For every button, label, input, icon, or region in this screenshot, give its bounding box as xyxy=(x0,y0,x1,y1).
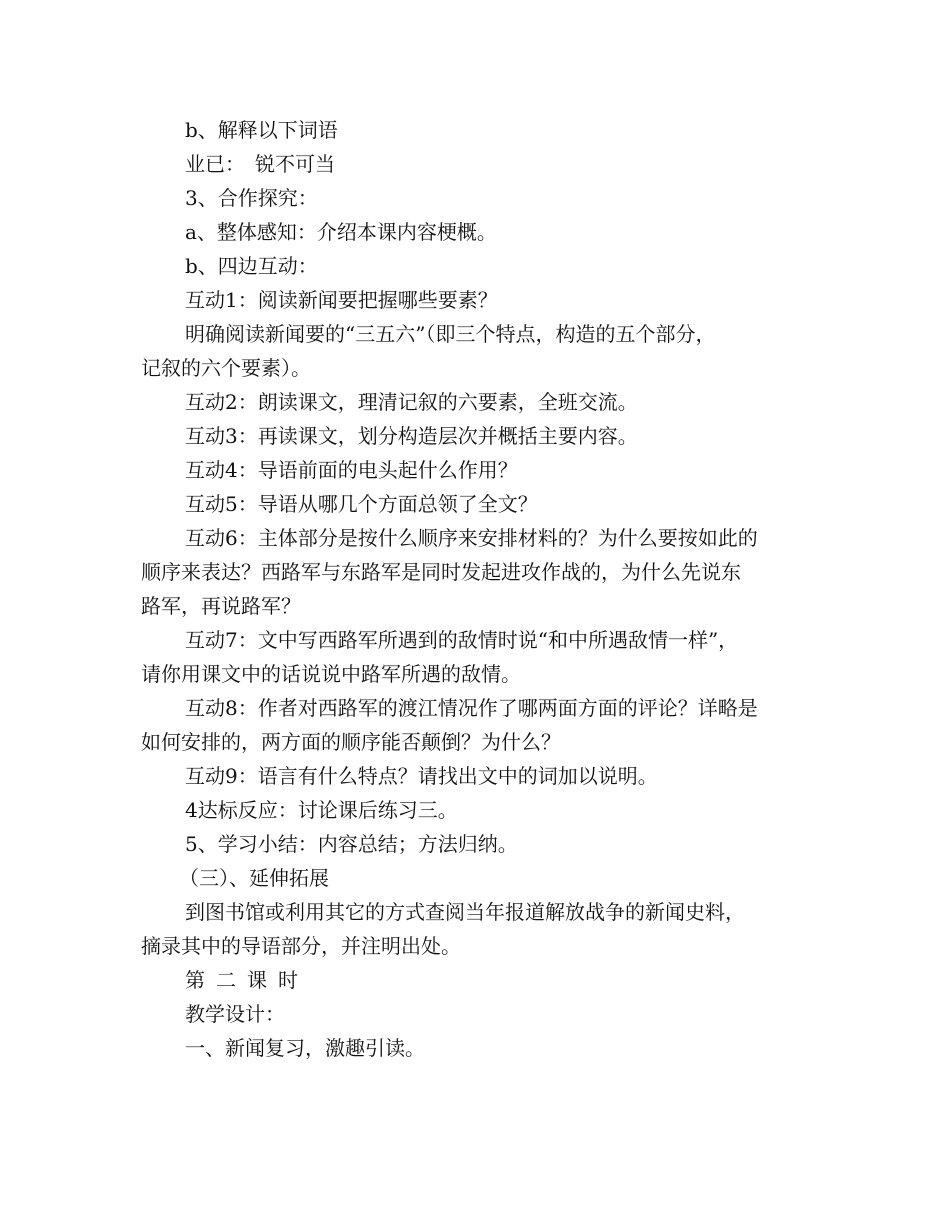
lesson-title: 第二课时 xyxy=(185,968,309,992)
section-heading-extend: （三）、延伸拓展 xyxy=(179,866,329,890)
text-line: 业已： 锐不可当 xyxy=(185,152,335,176)
paragraph-line: 摘录其中的导语部分，并注明出处。 xyxy=(141,934,461,958)
paragraph-interaction-7 xyxy=(141,623,811,691)
text-line: 5、学习小结：内容总结；方法归纳。 xyxy=(185,832,518,856)
teaching-design-label: 教学设计： xyxy=(185,1002,285,1026)
paragraph-line: 互动7：文中写西路军所遇到的敌情时说“和中所遇敌情一样”， xyxy=(185,628,739,652)
paragraph-line: 路军，再说路军？ xyxy=(141,594,301,618)
text-line: 3、合作探究： xyxy=(185,186,318,210)
section-heading-review: 一、新闻复习，激趣引读。 xyxy=(185,1036,425,1060)
paragraph-three-five-six xyxy=(141,317,811,385)
text-line: 互动5：导语从哪几个方面总领了全文？ xyxy=(185,492,538,516)
paragraph-line: 记叙的六个要素）。 xyxy=(141,356,311,380)
document-body xyxy=(141,113,811,1065)
paragraph-line: 互动8：作者对西路军的渡江情况作了哪两面方面的评论？详略是 xyxy=(185,696,758,720)
paragraph-line: 顺序来表达？西路军与东路军是同时发起进攻作战的，为什么先说东 xyxy=(141,560,741,584)
text-line: b、解释以下词语 xyxy=(185,118,338,142)
text-line: 互动2：朗读课文，理清记叙的六要素，全班交流。 xyxy=(185,390,638,414)
paragraph-interaction-6 xyxy=(141,521,811,623)
paragraph-interaction-8 xyxy=(141,691,811,759)
text-line: b、四边互动： xyxy=(185,254,318,278)
text-line: 互动1：阅读新闻要把握哪些要素？ xyxy=(185,288,498,312)
paragraph-line: 互动6：主体部分是按什么顺序来安排材料的？为什么要按如此的 xyxy=(185,526,758,550)
paragraph-line: 明确阅读新闻要的“三五六”（即三个特点，构造的五个部分， xyxy=(185,322,716,346)
text-line: 互动3：再读课文，划分构造层次并概括主要内容。 xyxy=(185,424,638,448)
text-line: a、整体感知：介绍本课内容梗概。 xyxy=(185,220,497,244)
paragraph-extend xyxy=(141,895,811,963)
text-line: 4达标反应：讨论课后练习三。 xyxy=(185,798,458,822)
text-line: 互动9：语言有什么特点？请找出文中的词加以说明。 xyxy=(185,764,658,788)
paragraph-line: 请你用课文中的话说说中路军所遇的敌情。 xyxy=(141,662,521,686)
text-line: 互动4：导语前面的电头起什么作用？ xyxy=(185,458,518,482)
paragraph-line: 到图书馆或利用其它的方式查阅当年报道解放战争的新闻史料， xyxy=(185,900,745,924)
paragraph-line: 如何安排的，两方面的顺序能否颠倒？为什么？ xyxy=(141,730,561,754)
